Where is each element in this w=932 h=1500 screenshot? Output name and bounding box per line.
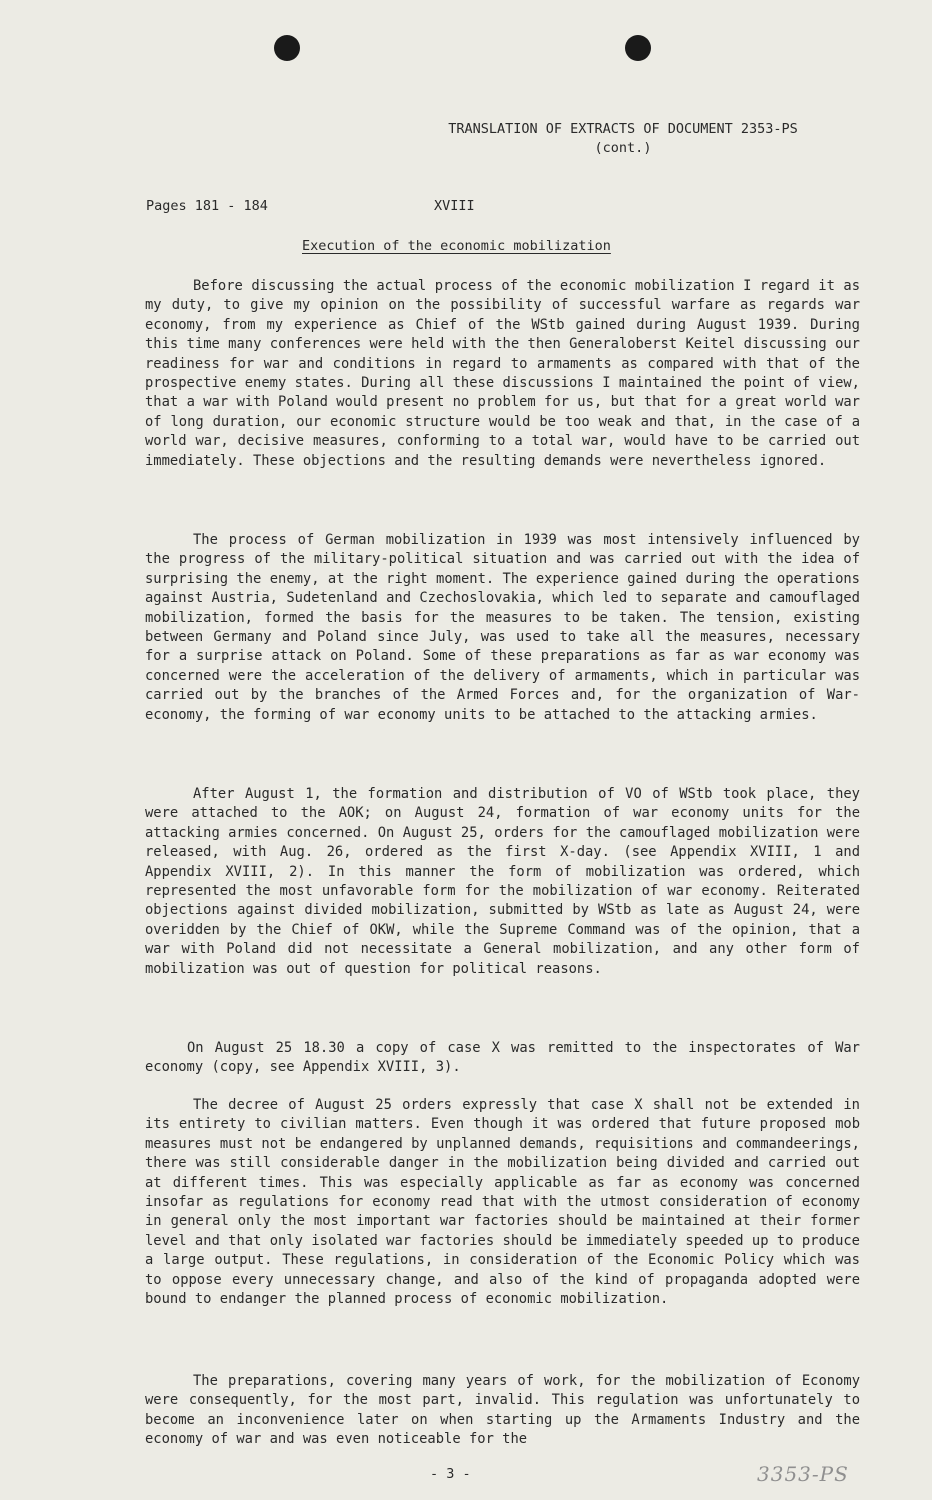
paragraph: Before discussing the actual process of the economic mobilization I regard it as my duty, to give my opinion on the possibility of successful warfare as regards war economy, from my experience as Chief of the WStb gained during August 1939. During this time many conferences were held with the then Generaloberst Keitel discussing our readiness for war and conditions in regard to armaments as compared with that of the prospective enemy states. During all these discussions I maintained the point of view, that a war with Poland would present no problem for us, but that for a great world war of long duration, our economic structure would be too weak and that, in the case of a world war, decisive measures, conforming to a total war, would have to be carried out immediately. These objections and the resulting demands were nevertheless ignored.	[145, 278, 860, 469]
paragraph: After August 1, the formation and distribution of VO of WStb took place, they were attached to the AOK; on August 24, formation of war economy units for the attacking armies concerned. On August 25, orders for the camouflaged mobilization were released, with Aug. 26, ordered as the first X-day. (see Appendix XVIII, 1 and Appendix XVIII, 2). In this manner the form of mobilization was ordered, which represented the most unfavorable form for the mobilization of war economy. Reiterated objections against divided mobilization, submitted by WStb as late as August 24, were overidden by the Chief of OKW, while the Supreme Command was of the opinion, that a war with Poland did not necessitate a General mobilization, and any other form of mobilization was out of question for political reasons.	[145, 786, 860, 977]
paragraph: The preparations, covering many years of work, for the mobilization of Economy were consequently, for the most part, invalid. This regulation was unfortunately to become an inconvenience later on when starting up the Armaments Industry and the economy of war and was even noticeable for the	[145, 1373, 860, 1448]
paragraph: On August 25 18.30 a copy of case X was remitted to the inspectorates of War economy (copy, see Appendix XVIII, 3).	[145, 1040, 860, 1076]
section-number: XVIII	[434, 198, 475, 214]
document-stamp: 3353-PS	[757, 1462, 849, 1486]
punch-hole-right	[625, 35, 651, 61]
section-title: Execution of the economic mobilization	[302, 238, 611, 254]
paragraph: The decree of August 25 orders expressly that case X shall not be extended in its entirety to civilian matters. Even though it was ordered that future proposed mob measures must not be endangered by unplanned demands, requisitions and commandeerings, there was still considerable danger in the mobilization being divided and carried out at different times. This was especially applicable as far as economy was concerned insofar as regulations for economy read that with the utmost consideration of economy in general only the most important war factories should be maintained at their former level and that only isolated war factories should be immediately speeded up to produce a large output. These regulations, in consideration of the Economic Policy which was to oppose every unnecessary change, and also of the kind of propaganda adopted were bound to endanger the planned process of economic mobilization.	[145, 1097, 860, 1308]
header-title-line2: (cont.)	[594, 140, 652, 156]
document-header	[417, 120, 829, 158]
punch-hole-left	[274, 35, 300, 61]
pages-reference: Pages 181 - 184	[146, 198, 268, 214]
header-title-line1: TRANSLATION OF EXTRACTS OF DOCUMENT 2353-PS	[448, 121, 798, 137]
paragraph: The process of German mobilization in 1939 was most intensively influenced by the progress of the military-political situation and was carried out with the idea of surprising the enemy, at the right moment. The experience gained during the operations against Austria, Sudetenland and Czechoslovakia, which led to separate and camouflaged mobilization, formed the basis for the measures to be taken. The tension, existing between Germany and Poland since July, was used to take all the measures, necessary for a surprise attack on Poland. Some of these preparations as far as war economy was concerned were the acceleration of the delivery of armaments, which in particular was carried out by the branches of the Armed Forces and, for the organization of War-economy, the forming of war economy units to be attached to the attacking armies.	[145, 532, 860, 723]
page-number: - 3 -	[430, 1466, 471, 1482]
